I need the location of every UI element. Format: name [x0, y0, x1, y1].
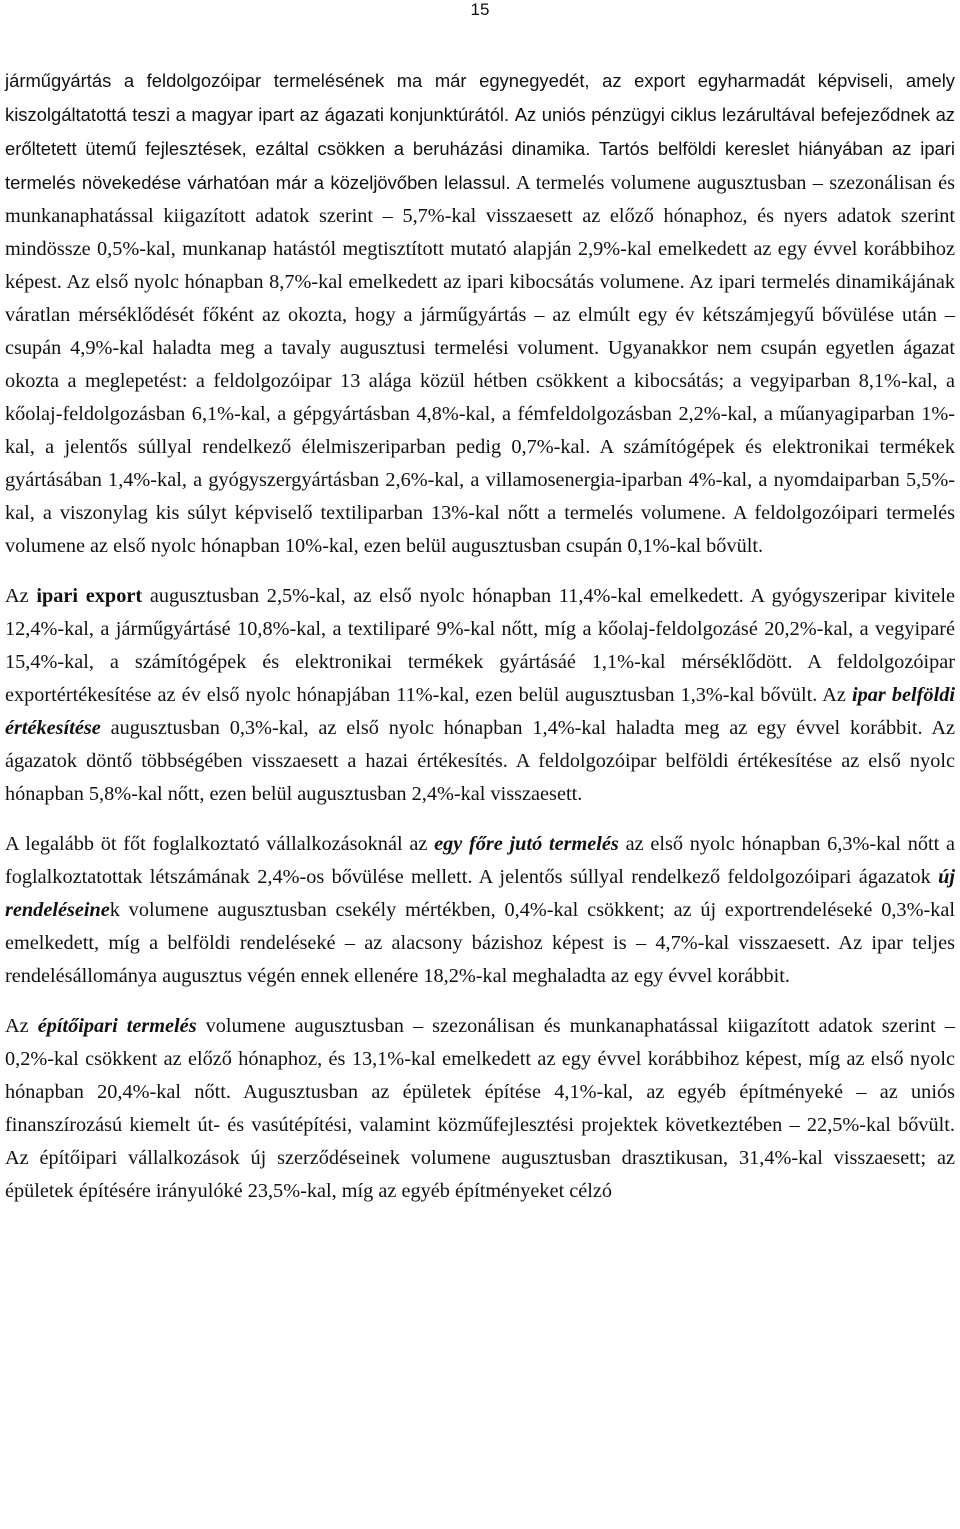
text-segment: Az [5, 585, 37, 607]
text-segment: augusztusban 2,5%-kal, az első nyolc hónapban 11,4%-kal emelkedett. A gyógyszeripar kivitele 12,4%-kal, a járműgyártásé 10,8%-kal, a textiliparé 9%-kal nőtt, míg a kőolaj-feldolgozásé 20,2%-kal, a vegyiparé 15,4%-kal, a számítógépek és elektronikai termékek gyártásáé 1,1%-kal mérséklődött. A feldolgozóipar exportértékesítése az év első nyolc hónapjában 11%-kal, ezen belül augusztusban 1,3%-kal bővült. Az [5, 585, 955, 706]
text-segment: járműgyártás a feldolgozóipar termelésének ma már egynegyedét, az export egyharmadát képviseli, amely kiszolgáltatottá teszi a magyar ipart az ágazati konjunktúrától. [5, 70, 955, 125]
paragraph-productivity-orders [5, 828, 955, 993]
text-segment: k volumene augusztusban csekély mértékben, 0,4%-kal csökkent; az új exportrendeléseké 0,3%-kal emelkedett, míg a belföldi rendeléseké – az alacsony bázishoz képest is – 4,7%-kal visszaesett. Az ipar teljes rendelésállománya augusztus végén ennek ellenére 18,2%-kal meghaladta az egy évvel korábbit. [5, 899, 955, 987]
text-segment: A termelés volumene augusztusban – szezonálisan és munkanaphatással kiigazított adatok szerint – 5,7%-kal visszaesett az előző hónaphoz, és nyers adatok szerint mindössze 0,5%-kal, munkanap hatástól megtisztított mutató alapján 2,9%-kal emelkedett az egy évvel korábbihoz képest. Az első nyolc hónapban 8,7%-kal emelkedett az ipari kibocsátás volumene. Az ipari termelés dinamikájának váratlan mérséklődését főként az okozta, hogy a járműgyártás – az elmúlt egy év kétszámjegyű bővülése után – csupán 4,9%-kal haladta meg a tavaly augusztusi termelési volument. Ugyanakkor nem csupán egyetlen ágazat okozta a meglepetést: a feldolgozóipar 13 alága közül hétben csökkent a kibocsátás; a vegyiparban 8,1%-kal, a kőolaj-feldolgozásban 6,1%-kal, a gépgyártásban 4,8%-kal, a fémfeldolgozásban 2,2%-kal, a műanyagiparban 1%-kal, a jelentős súllyal rendelkező élelmiszeriparban pedig 0,7%-kal. A számítógépek és elektronikai termékek gyártásában 1,4%-kal, a gyógyszergyártásban 2,6%-kal, a villamosenergia-iparban 4%-kal, a nyomdaiparban 5,5%-kal, a viszonylag kis súlyt képviselő textiliparban 13%-kal nőtt a termelés volumene. A feldolgozóipari termelés volumene az első nyolc hónapban 10%-kal, ezen belül augusztusban csupán 0,1%-kal bővült. [5, 172, 955, 557]
emphasis-ipar-belfoldi-ertekesitese: ipar belföldi értékesítése [5, 684, 955, 739]
emphasis-uj-rendelesei: új rendeléseine [5, 866, 955, 921]
text-segment: Az [5, 1015, 38, 1037]
text-segment: augusztusban 0,3%-kal, az első nyolc hónapban 1,4%-kal haladta meg az egy évvel korábbit. Az ágazatok döntő többségében visszaesett a hazai értékesítés. A feldolgozóipar belföldi értékesítése az első nyolc hónapban 5,8%-kal nőtt, ezen belül augusztusban 2,4%-kal visszaesett. [5, 717, 955, 805]
page-number: 15 [470, 0, 490, 19]
emphasis-egy-fore-juto-termeles: egy főre jutó termelés [434, 833, 619, 855]
document-body [5, 64, 955, 1208]
text-segment: Az uniós pénzügyi ciklus lezárultával befejeződnek az erőltetett ütemű fejlesztések, ezáltal csökken a beruházási dinamika. Tartós belföldi kereslet hiányában az ipari termelés növekedése várhatóan már a közeljövőben lelassul. [5, 104, 956, 193]
emphasis-epitoipari-termeles: építőipari termelés [37, 1015, 197, 1037]
emphasis-ipari-export: ipari export [36, 585, 143, 607]
text-segment: A legalább öt főt foglalkoztató vállalkozásoknál az [5, 833, 435, 855]
paragraph-industrial-production [5, 64, 955, 563]
paragraph-construction [5, 1010, 955, 1208]
paragraph-industrial-export [5, 580, 955, 811]
text-segment: volumene augusztusban – szezonálisan és munkanaphatással kiigazított adatok szerint – 0,2%-kal csökkent az előző hónaphoz, és 13,1%-kal emelkedett az egy évvel korábbihoz képest, míg az első nyolc hónapban 20,4%-kal nőtt. Augusztusban az épületek építése 4,1%-kal, az egyéb építményeké – az uniós finanszírozású kiemelt út- és vasútépítési, valamint közműfejlesztési projektek következtében – 22,5%-kal bővült. Az építőipari vállalkozások új szerződéseinek volumene augusztusban drasztikusan, 31,4%-kal visszaesett; az épületek építésére irányulóké 23,5%-kal, míg az egyéb építményeket célzó [5, 1015, 956, 1202]
text-segment: az első nyolc hónapban 6,3%-kal nőtt a foglalkoztatottak létszámának 2,4%-os bővülése mellett. A jelentős súllyal rendelkező feldolgozóipari ágazatok [5, 833, 955, 888]
